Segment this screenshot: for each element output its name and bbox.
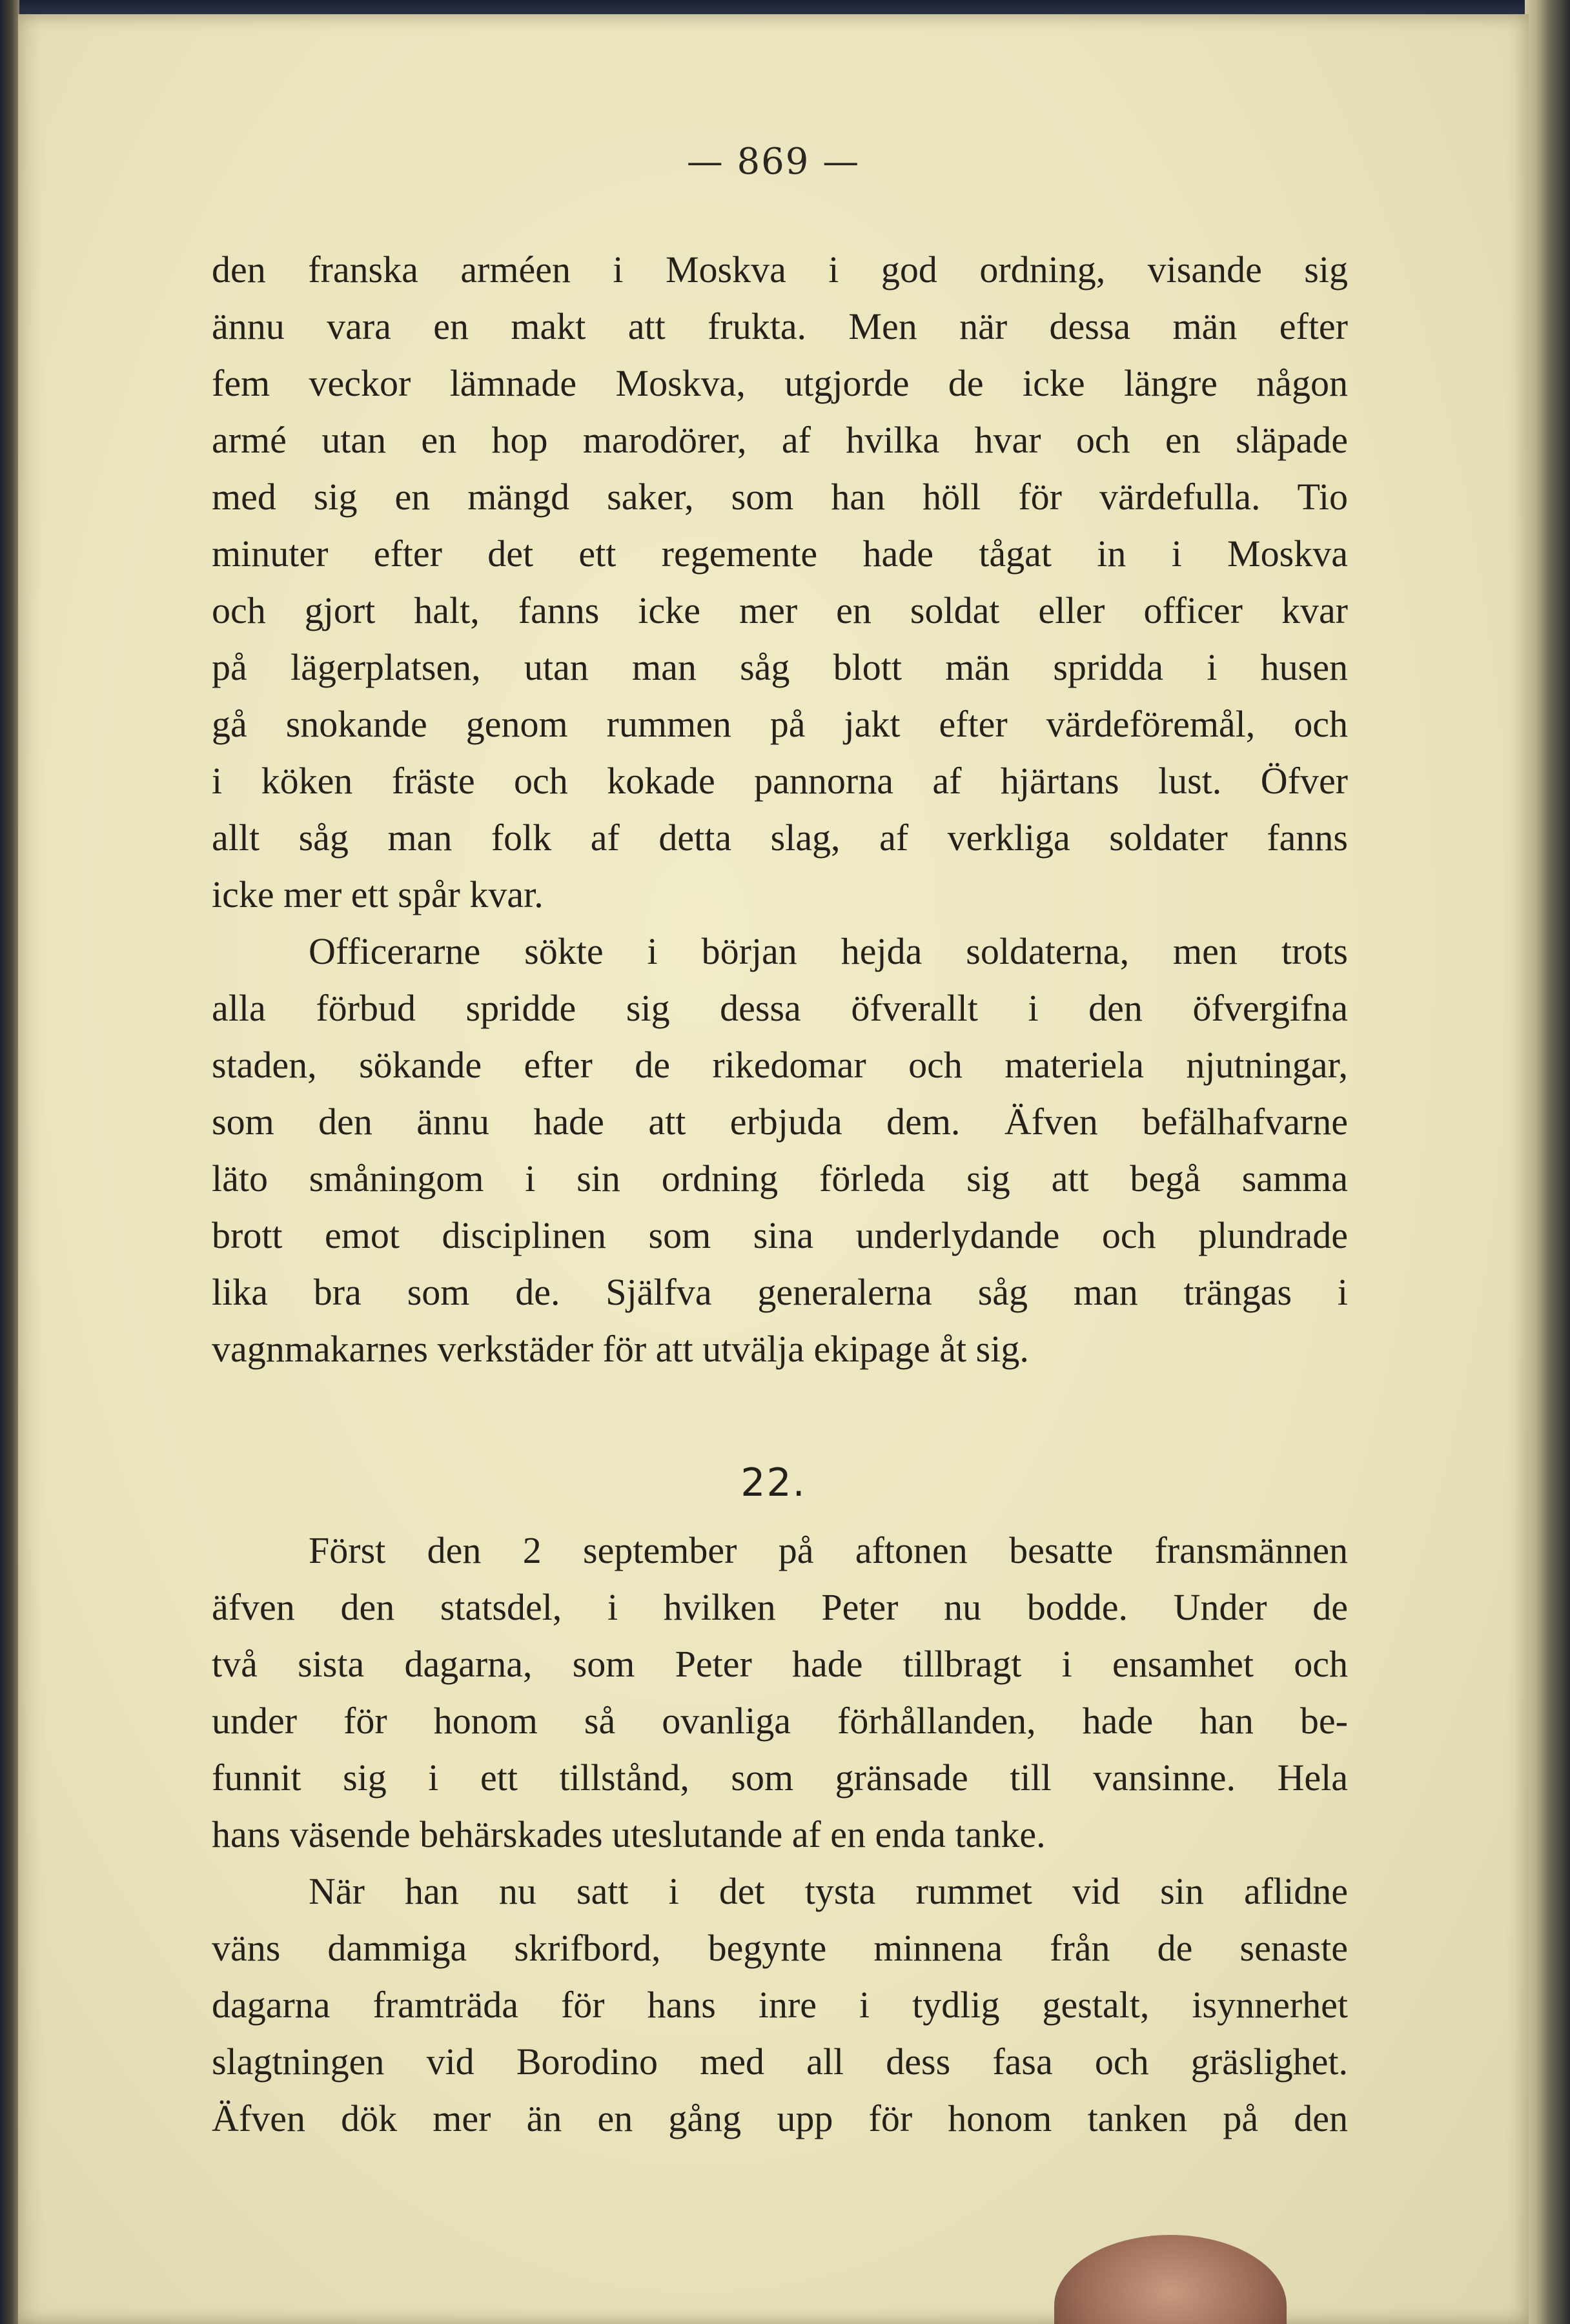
text-line: Först den 2 september på aftonen besatte fransmännen — [309, 1529, 1348, 1571]
text-line: minuter efter det ett regemente hade tågat in i Moskva — [212, 533, 1348, 575]
text-line: Äfven dök mer än en gång upp för honom tanken på den — [212, 2097, 1348, 2139]
text-line: allt såg man folk af detta slag, af verkliga soldater fanns — [212, 817, 1348, 859]
text-line: äfven den statsdel, i hvilken Peter nu bodde. Under de — [212, 1586, 1348, 1628]
text-line: icke mer ett spår kvar. — [212, 873, 544, 915]
text-line: med sig en mängd saker, som han höll för värdefulla. Tio — [212, 476, 1348, 518]
book-spine-left — [0, 0, 19, 2324]
text-line: som den ännu hade att erbjuda dem. Äfven befälhafvarne — [212, 1101, 1348, 1143]
text-line: slagtningen vid Borodino med all dess fasa och gräslighet. — [212, 2041, 1348, 2083]
text-line: vagnmakarnes verkstäder för att utvälja ekipage åt sig. — [212, 1328, 1029, 1370]
text-line: den franska arméen i Moskva i god ordning, visande sig — [212, 249, 1348, 290]
text-line: fem veckor lämnade Moskva, utgjorde de icke längre någon — [212, 362, 1348, 404]
thumb-finger — [1054, 2235, 1287, 2324]
text-line: Officerarne sökte i början hejda soldaterna, men trots — [309, 930, 1348, 972]
section-heading: 22. — [740, 1460, 806, 1505]
text-line: under för honom så ovanliga förhållanden, hade han be- — [212, 1700, 1348, 1742]
text-line: och gjort halt, fanns icke mer en soldat eller officer kvar — [212, 589, 1348, 631]
text-line: två sista dagarna, som Peter hade tillbragt i ensamhet och — [212, 1643, 1348, 1685]
text-line: hans väsende behärskades uteslutande af en enda tanke. — [212, 1813, 1046, 1855]
text-line: på lägerplatsen, utan man såg blott män spridda i husen — [212, 646, 1348, 688]
text-line: lika bra som de. Själfva generalerna såg man trängas i — [212, 1271, 1348, 1313]
text-line: väns dammiga skrifbord, begynte minnena från de senaste — [212, 1927, 1348, 1969]
text-line: gå snokande genom rummen på jakt efter värdeföremål, och — [212, 703, 1348, 745]
text-line: armé utan en hop marodörer, af hvilka hvar och en släpade — [212, 419, 1348, 461]
text-line: ännu vara en makt att frukta. Men när dessa män efter — [212, 305, 1348, 347]
book-page — [18, 14, 1529, 2324]
book-edge-right — [1525, 0, 1570, 2324]
text-block-upper — [212, 241, 1348, 1378]
text-line: alla förbud spridde sig dessa öfverallt i den öfvergifna — [212, 987, 1348, 1029]
text-line: funnit sig i ett tillstånd, som gränsade till vansinne. Hela — [212, 1757, 1348, 1799]
text-line: brott emot disciplinen som sina underlydande och plundrade — [212, 1214, 1348, 1256]
text-line: dagarna framträda för hans inre i tydlig gestalt, isynnerhet — [212, 1984, 1348, 2026]
text-line: läto småningom i sin ordning förleda sig att begå samma — [212, 1157, 1348, 1199]
text-line: staden, sökande efter de rikedomar och materiela njutningar, — [212, 1044, 1348, 1086]
text-block-lower — [212, 1522, 1348, 2147]
text-line: i köken fräste och kokade pannorna af hjärtans lust. Öfver — [212, 760, 1348, 802]
text-line: När han nu satt i det tysta rummet vid sin aflidne — [309, 1870, 1348, 1912]
page-number: — 869 — — [686, 141, 861, 183]
